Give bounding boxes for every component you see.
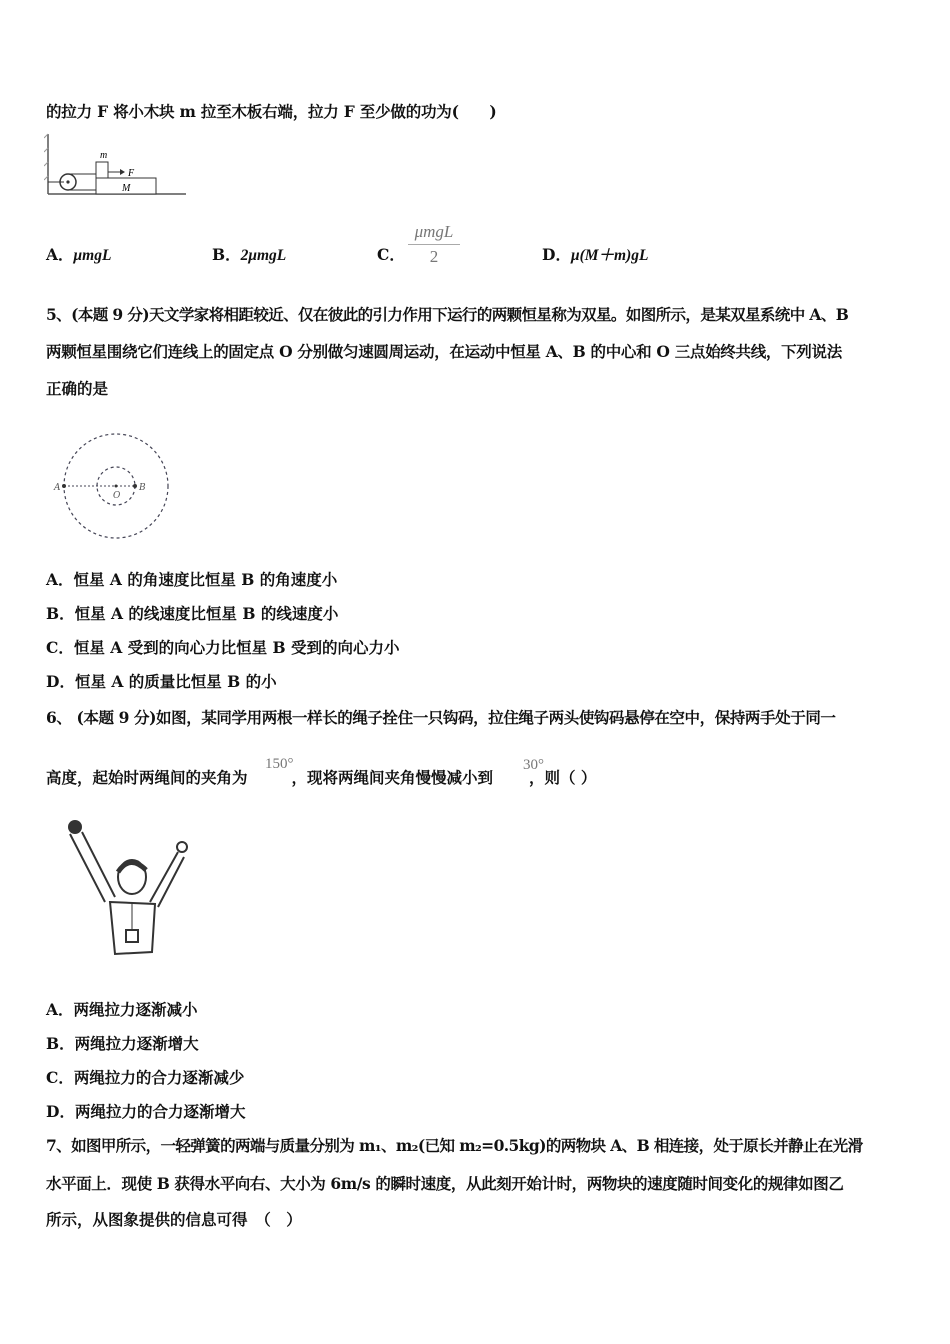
q4-option-c: C． [377,245,405,264]
q6-stem-line-1: 6、 (本题 9 分)如图，某同学用两根一样长的绳子拴住一只钩码，拉住绳子两头使钩码悬停在空中，保持两手处于同一 [46,708,836,727]
q7-stem-line-3: 所示，从图象提供的信息可得 （ ） [46,1210,302,1229]
q5-stem-line-2: 两颗恒星围绕它们连线上的固定点 O 分别做匀速圆周运动，在运动中恒星 A、B 的中心和 O 三点始终共线，下列说法 [46,342,842,361]
q5-option-b: B．恒星 A 的线速度比恒星 B 的线速度小 [46,604,339,623]
svg-text:A: A [54,483,61,493]
q4-figure-board-block [44,132,194,202]
q4-option-b: B．2μmgL [212,245,287,264]
q6-option-a: A．两绳拉力逐渐减小 [46,1000,198,1019]
q4-stem: 的拉力 F 将小木块 m 拉至木板右端，拉力 F 至少做的功为( ) [46,102,497,121]
q7-stem-line-2: 水平面上．现使 B 获得水平向右、大小为 6m/s 的瞬时速度，从此刻开始计时，两物块的速度随时间变化的规律如图乙 [46,1174,844,1193]
q5-option-c: C．恒星 A 受到的向心力比恒星 B 受到的向心力小 [46,638,400,657]
q6-angle-30: 30° [523,757,544,773]
label-m: m [100,150,108,161]
q4-option-a: A．μmgL [46,245,112,264]
q6-person-figure [60,812,190,972]
q6-option-c: C．两绳拉力的合力逐渐减少 [46,1068,245,1087]
q6-option-d: D．两绳拉力的合力逐渐增大 [46,1102,246,1121]
label-M: M [122,183,131,194]
q6-stem-line-2: 高度，起始时两绳间的夹角为 ，现将两绳间夹角慢慢减小到 ，则（ ） [46,768,597,787]
svg-text:O: O [113,491,121,501]
q5-stem-line-3: 正确的是 [46,379,109,398]
q6-angle-150: 150° [265,756,294,772]
q4-option-d: D．μ(M＋m)gL [542,245,649,264]
label-F: F [128,168,135,179]
q4-option-c-fraction: μmgL 2 [408,222,460,267]
q6-option-b: B．两绳拉力逐渐增大 [46,1034,199,1053]
q5-option-d: D．恒星 A 的质量比恒星 B 的小 [46,672,277,691]
q7-stem-line-1: 7、如图甲所示，一轻弹簧的两端与质量分别为 m₁、m₂(已知 m₂=0.5kg)的两物块 A、B 相连接，处于原长并静止在光滑 [46,1136,863,1155]
q5-option-a: A．恒星 A 的角速度比恒星 B 的角速度小 [46,570,338,589]
q5-binary-star-figure [50,422,190,552]
q5-stem-line-1: 5、(本题 9 分)天文学家将相距较近、仅在彼此的引力作用下运行的两颗恒星称为双星。如图所示，是某双星系统中 A、B [46,305,849,324]
svg-text:B: B [139,483,146,493]
